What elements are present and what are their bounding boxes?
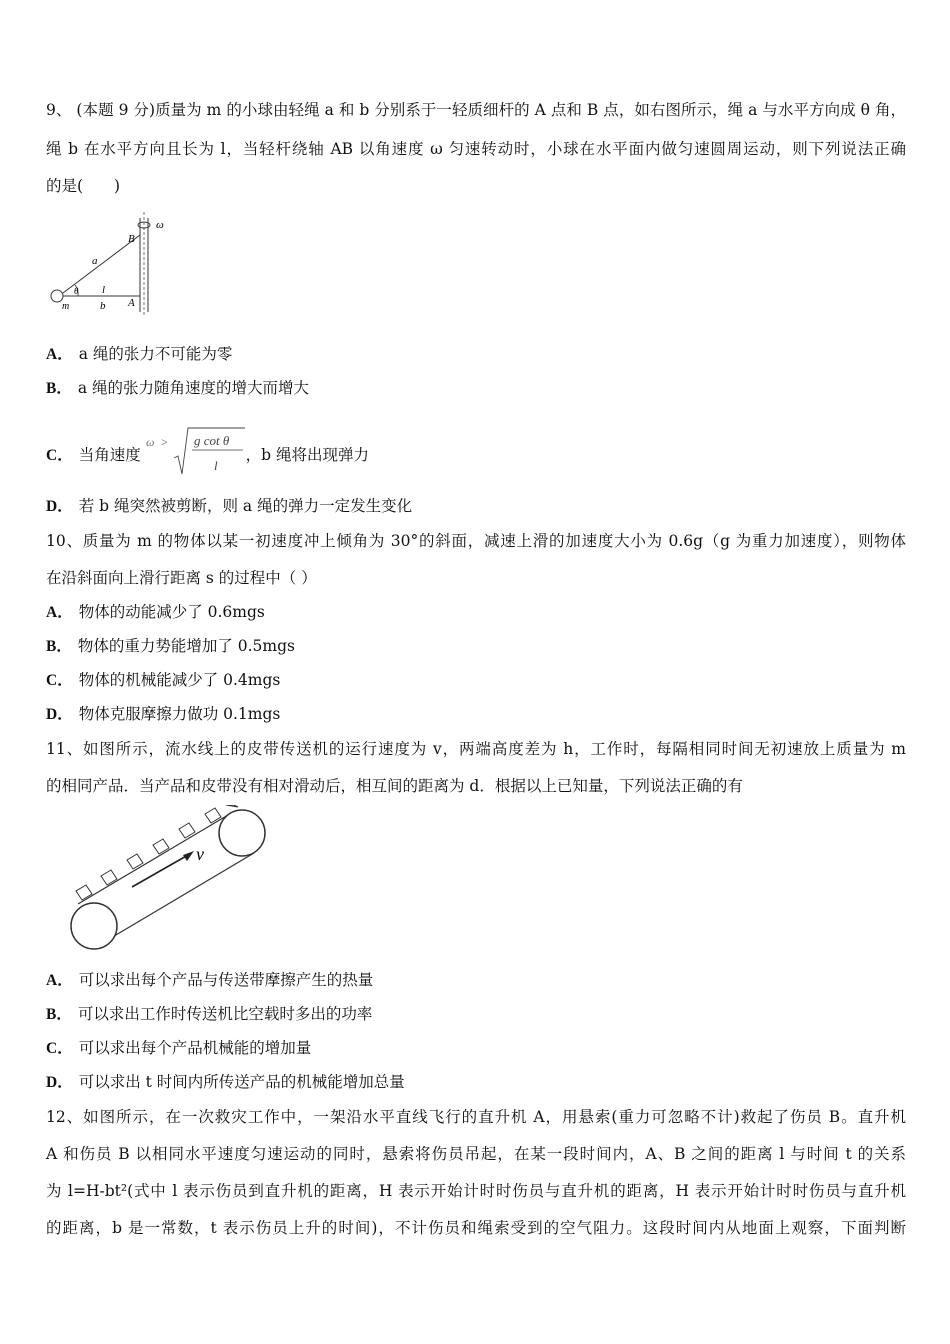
q11-stem-line-1: 11、如图所示，流水线上的皮带传送机的运行速度为 v，两端高度差为 h，工作时，每隔相同时间无初速放上质量为 m xyxy=(46,740,906,758)
q9-fig-label-theta: θ xyxy=(74,286,79,296)
q9-stem-line-2: 绳 b 在水平方向且长为 l，当轻杆绕轴 AB 以角速度 ω 匀速转动时，小球在水平面内做匀速圆周运动，则下列说法正确 xyxy=(46,140,906,158)
q10-option-d[interactable] xyxy=(46,704,280,725)
q9-option-a[interactable] xyxy=(46,344,232,365)
option-text: 当角速度 xyxy=(78,446,141,464)
option-label: A． xyxy=(46,972,73,989)
option-label: D． xyxy=(46,1074,73,1091)
q10-option-b[interactable] xyxy=(46,636,295,657)
option-label: C． xyxy=(46,672,73,689)
formula-numerator: g cot θ xyxy=(193,433,229,448)
q9-fig-label-m: m xyxy=(62,301,70,312)
option-label: D． xyxy=(46,498,73,515)
q9-fig-label-A: A xyxy=(128,297,135,309)
option-text: 物体克服摩擦力做功 0.1mgs xyxy=(78,705,281,723)
option-label: C． xyxy=(46,447,73,464)
q12-stem-line-2: A 和伤员 B 以相同水平速度匀速运动的同时，悬索将伤员吊起，在某一段时间内，A、B 之间的距离 l 与时间 t 的关系 xyxy=(46,1145,906,1163)
q10-stem-line-2: 在沿斜面向上滑行距离 s 的过程中（ ） xyxy=(46,569,317,587)
q9-option-b[interactable] xyxy=(46,378,309,399)
option-text: 可以求出每个产品机械能的增加量 xyxy=(78,1039,312,1057)
q9-fig-label-omega: ω xyxy=(156,219,164,231)
q11-option-a[interactable] xyxy=(46,970,373,991)
option-text: a 绳的张力不可能为零 xyxy=(78,345,233,363)
option-text-post: ，b 绳将出现弹力 xyxy=(245,446,370,464)
q11-option-c[interactable] xyxy=(46,1038,311,1059)
option-label: A． xyxy=(46,604,73,621)
option-text: 物体的重力势能增加了 0.5mgs xyxy=(77,637,295,655)
q9-figure xyxy=(44,212,174,316)
option-label: A． xyxy=(46,346,73,363)
q10-stem-line-1: 10、质量为 m 的物体以某一初速度冲上倾角为 30°的斜面，减速上滑的加速度大小为 0.6g（g 为重力加速度），则物体 xyxy=(46,532,906,550)
option-text: 物体的动能减少了 0.6mgs xyxy=(78,603,265,621)
option-text: 可以求出工作时传送机比空载时多出的功率 xyxy=(77,1005,373,1023)
option-text: 若 b 绳突然被剪断，则 a 绳的弹力一定发生变化 xyxy=(78,497,413,515)
q12-stem-line-1: 12、如图所示，在一次救灾工作中，一架沿水平直线飞行的直升机 A，用悬索(重力可忽略不计)救起了伤员 B。直升机 xyxy=(46,1108,906,1126)
option-label: C． xyxy=(46,1040,73,1057)
q9-fig-label-a: a xyxy=(92,255,98,267)
option-label: B． xyxy=(46,1006,72,1023)
q11-stem-line-2: 的相同产品．当产品和皮带没有相对滑动后，相互间的距离为 d．根据以上已知量，下列说法正确的有 xyxy=(46,777,743,795)
q11-option-b[interactable] xyxy=(46,1004,372,1025)
q12-stem-line-4: 的距离，b 是一常数，t 表示伤员上升的时间)，不计伤员和绳索受到的空气阻力。这段时间内从地面上观察，下面判断 xyxy=(46,1219,906,1237)
formula-gt: > xyxy=(160,435,168,449)
q9-stem-line-3: 的是( ) xyxy=(46,177,121,195)
q12-stem-line-3: 为 l=H-bt²(式中 l 表示伤员到直升机的距离，H 表示开始计时时伤员与直升机的距离，H 表示开始计时时伤员与直升机 xyxy=(46,1182,906,1200)
option-text: 可以求出 t 时间内所传送产品的机械能增加总量 xyxy=(78,1073,405,1091)
option-text: 可以求出每个产品与传送带摩擦产生的热量 xyxy=(78,971,374,989)
sqrt-formula xyxy=(146,426,246,478)
option-label: B． xyxy=(46,638,72,655)
option-label: B． xyxy=(46,380,72,397)
q9-option-c[interactable] xyxy=(46,430,369,474)
q10-option-a[interactable] xyxy=(46,602,265,623)
formula-omega: ω xyxy=(145,435,155,449)
q9-fig-label-l: l xyxy=(102,284,106,296)
product-boxes xyxy=(76,805,238,900)
option-text: 物体的机械能减少了 0.4mgs xyxy=(78,671,281,689)
q11-option-d[interactable] xyxy=(46,1072,405,1093)
q10-option-c[interactable] xyxy=(46,670,280,691)
q9-fig-label-B: B xyxy=(128,233,135,245)
q11-fig-label-v: v xyxy=(196,844,204,864)
option-text: a 绳的张力随角速度的增大而增大 xyxy=(77,379,310,397)
q9-option-d[interactable] xyxy=(46,496,412,517)
q9-stem-line-1: 9、 (本题 9 分)质量为 m 的小球由轻绳 a 和 b 分别系于一轻质细杆的 A 点和 B 点，如右图所示，绳 a 与水平方向成 θ 角， xyxy=(46,101,906,119)
option-label: D． xyxy=(46,706,73,723)
formula-denominator: l xyxy=(213,458,218,473)
q11-conveyor-figure xyxy=(64,805,276,955)
q9-fig-label-b: b xyxy=(100,300,106,312)
